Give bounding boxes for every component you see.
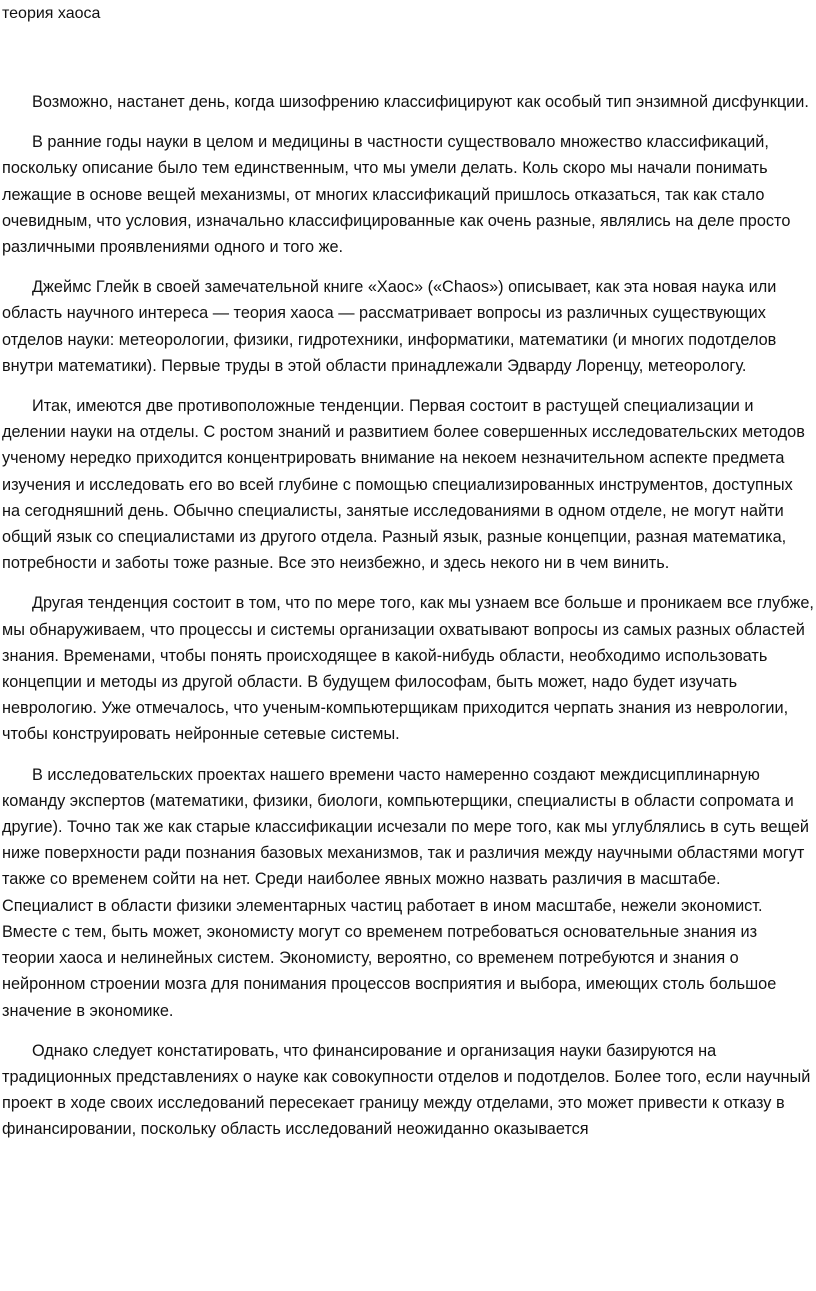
paragraph-7: Однако следует констатировать, что финансирование и организация науки базируются на традиционных представлениях о науке как совокупности отделов и подотделов. Более того, если научный проект в ходе своих исследований пересекает границу между отделами, это может привести к отказу в финансировании, поскольку область исследований неожиданно оказывается [2,1041,811,1139]
paragraph-4: Итак, имеются две противоположные тенденции. Первая состоит в растущей специализации и делении науки на отделы. С ростом знаний и развитием более совершенных исследовательских методов ученому нередко приходится концентрировать внимание на некоем незначительном аспекте предмета изучения и исследовать его во всей глубине с помощью специализированных инструментов, доступных на сегодняшний день. Обычно специалисты, занятые исследованиями в одном отделе, не могут найти общий язык со специалистами из другого отдела. Разный язык, разные концепции, разная математика, потребности и заботы тоже разные. Все это неизбежно, и здесь некого ни в чем винить. [2,397,805,573]
document-title: теория хаоса [2,5,101,22]
paragraph-5: Другая тенденция состоит в том, что по мере того, как мы узнаем все больше и проникаем все глубже, мы обнаруживаем, что процессы и системы организации охватывают вопросы из самых разных областей знания. Временами, чтобы понять происходящее в какой-нибудь области, необходимо использовать концепции и методы из другой области. В будущем философам, быть может, надо будет изучать неврологию. Уже отмечалось, что ученым-компьютерщикам приходится черпать знания из неврологии, чтобы конструировать нейронные сетевые системы. [2,594,814,744]
paragraph-3: Джеймс Глейк в своей замечательной книге «Хаос» («Chaos») описывает, как эта новая наука или область научного интереса — теория хаоса — рассматривает вопросы из различных существующих отделов науки: метеорологии, физики, гидротехники, информатики, математики (и многих подотделов внутри математики). Первые труды в этой области принадлежали Эдварду Лоренцу, метеорологу. [2,278,777,375]
document-body [2,89,814,1143]
paragraph-1: Возможно, настанет день, когда шизофрению классифицируют как особый тип энзимной дисфункции. [32,93,809,111]
paragraph-6: В исследовательских проектах нашего времени часто намеренно создают междисциплинарную команду экспертов (математики, физики, биологи, компьютерщики, специалисты в области сопромата и другие). Точно так же как старые классификации исчезали по мере того, как мы углублялись в суть вещей ниже поверхности ради познания базовых механизмов, так и различия между научными областями могут также со временем сойти на нет. Среди наиболее явных можно назвать различия в масштабе. Специалист в области физики элементарных частиц работает в ином масштабе, нежели экономист. Вместе с тем, быть может, экономисту могут со временем потребоваться основательные знания из теории хаоса и нелинейных систем. Экономисту, вероятно, со временем потребуются и знания о нейронном строении мозга для понимания процессов восприятия и выбора, имеющих столь большое значение в экономике. [2,765,809,1020]
paragraph-2: В ранние годы науки в целом и медицины в частности существовало множество классификаций, поскольку описание было тем единственным, что мы умели делать. Коль скоро мы начали понимать лежащие в основе вещей механизмы, от многих классификаций пришлось отказаться, так как стало очевидным, что условия, изначально классифицированные как очень разные, являлись на деле просто различными проявлениями одного и того же. [2,133,791,257]
